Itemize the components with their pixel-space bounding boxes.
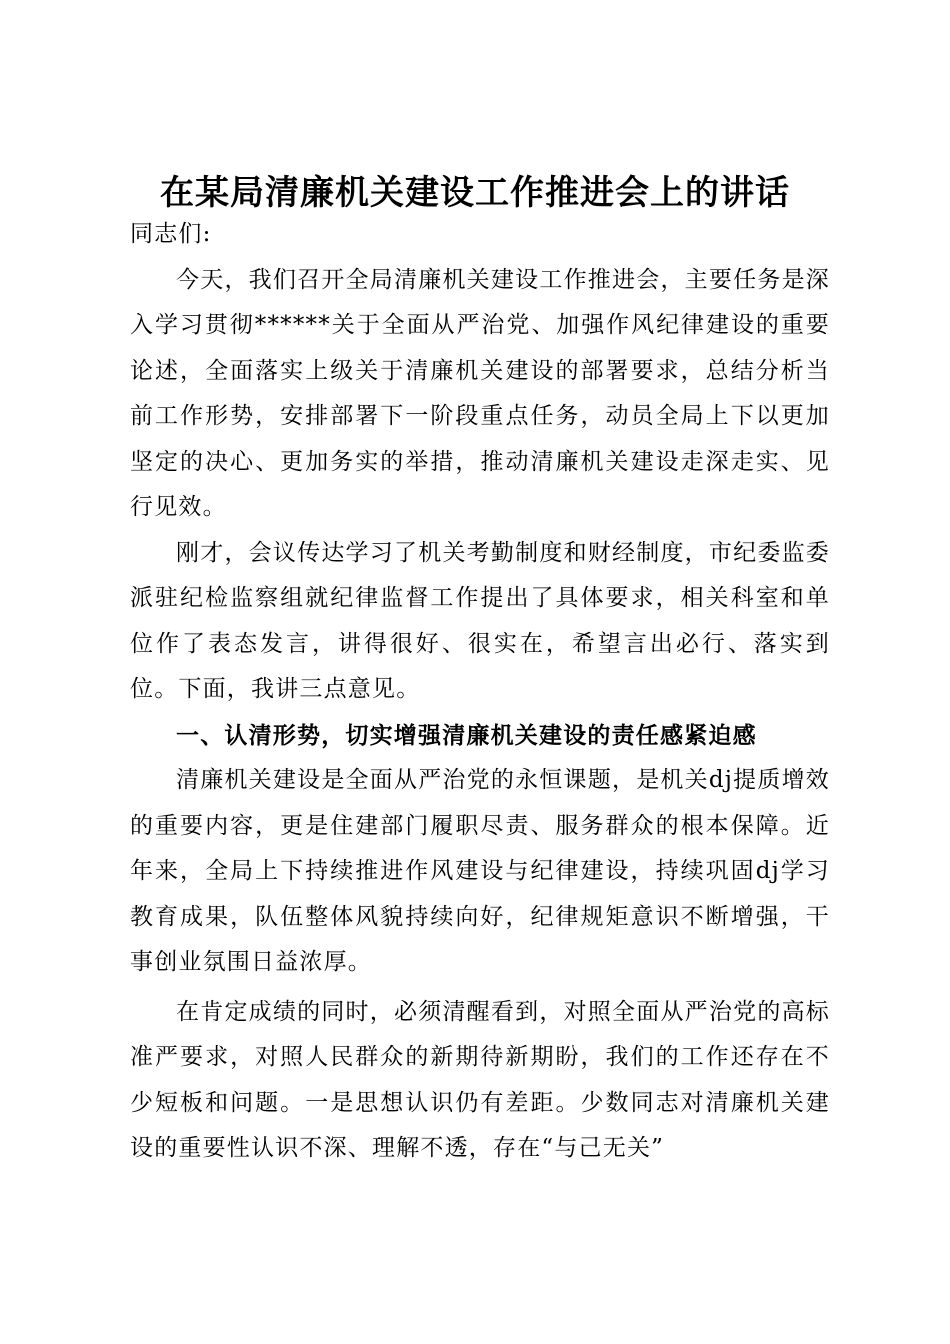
paragraph-opening: 今天，我们召开全局清廉机关建设工作推进会，主要任务是深入学习贯彻******关于全面从严治党、加强作风纪律建设的重要论述，全面落实上级关于清廉机关建设的部署要求，总结分析当前工作形势，安排部署下一阶段重点任务，动员全局上下以更加坚定的决心、更加务实的举措，推动清廉机关建设走深走实、见行见效。 [130,266,830,520]
paragraph-problems: 在肯定成绩的同时，必须清醒看到，对照全面从严治党的高标准严要求，对照人民群众的新期待新期盼，我们的工作还存在不少短板和问题。一是思想认识仍有差距。少数同志对清廉机关建设的重要性认识不深、理解不透，存在“与己无关” [130,998,830,1161]
section-heading: 一、认清形势，切实增强清廉机关建设的责任感紧迫感 [176,721,757,749]
salutation: 同志们: [130,221,212,247]
paragraph-meeting-review: 刚才，会议传达学习了机关考勤制度和财经制度，市纪委监委派驻纪检监察组就纪律监督工作提出了具体要求，相关科室和单位作了表态发言，讲得很好、很实在，希望言出必行、落实到位。下面，我讲三点意见。 [130,539,830,702]
paragraph-achievements: 清廉机关建设是全面从严治党的永恒课题，是机关dj提质增效的重要内容，更是住建部门履职尽责、服务群众的根本保障。近年来，全局上下持续推进作风建设与纪律建设，持续巩固dj学习教育成果，队伍整体风貌持续向好，纪律规矩意识不断增强，干事创业氛围日益浓厚。 [130,767,830,975]
document-title: 在某局清廉机关建设工作推进会上的讲话 [160,173,790,213]
document-body [130,212,830,1172]
